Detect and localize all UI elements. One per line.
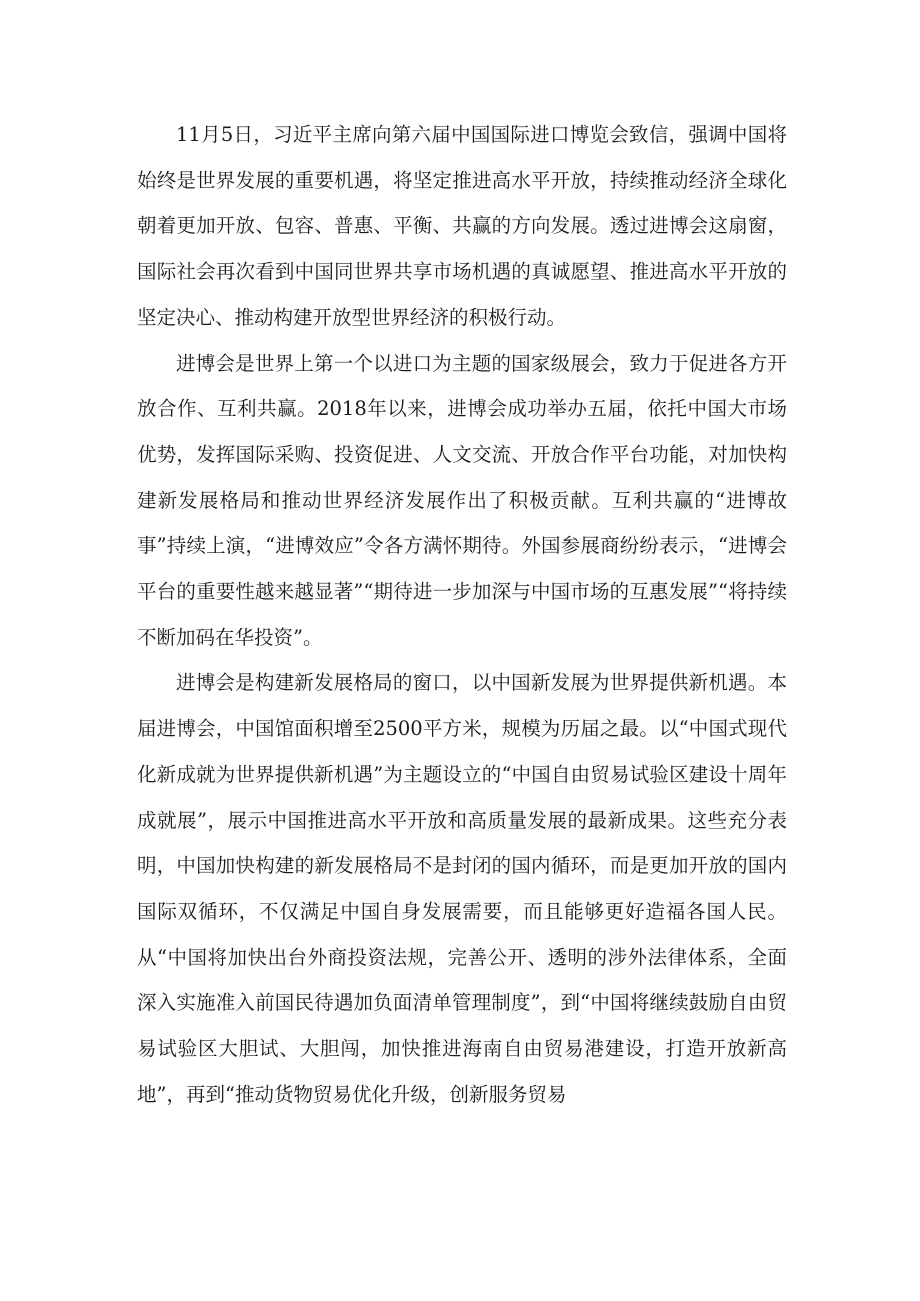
- paragraph-1: 11月5日，习近平主席向第六届中国国际进口博览会致信，强调中国将始终是世界发展的重要机遇，将坚定推进高水平开放，持续推动经济全球化朝着更加开放、包容、普惠、平衡、共赢的方向发展。透过进博会这扇窗，国际社会再次看到中国同世界共享市场机遇的真诚愿望、推进高水平开放的坚定决心、推动构建开放型世界经济的积极行动。: [137, 123, 787, 329]
- article-body: [137, 112, 787, 1117]
- paragraph-2: 进博会是世界上第一个以进口为主题的国家级展会，致力于促进各方开放合作、互利共赢。2018年以来，进博会成功举办五届，依托中国大市场优势，发挥国际采购、投资促进、人文交流、开放合作平台功能，对加快构建新发展格局和推动世界经济发展作出了积极贡献。互利共赢的“进博故事”持续上演，“进博效应”令各方满怀期待。外国参展商纷纷表示，“进博会平台的重要性越来越显著”“期待进一步加深与中国市场的互惠发展”“将持续不断加码在华投资”。: [137, 351, 787, 649]
- paragraph-3: 进博会是构建新发展格局的窗口，以中国新发展为世界提供新机遇。本届进博会，中国馆面积增至2500平方米，规模为历届之最。以“中国式现代化新成就为世界提供新机遇”为主题设立的“中国自由贸易试验区建设十周年成就展”，展示中国推进高水平开放和高质量发展的最新成果。这些充分表明，中国加快构建的新发展格局不是封闭的国内循环，而是更加开放的国内国际双循环，不仅满足中国自身发展需要，而且能够更好造福各国人民。从“中国将加快出台外商投资法规，完善公开、透明的涉外法律体系，全面深入实施准入前国民待遇加负面清单管理制度”，到“中国将继续鼓励自由贸易试验区大胆试、大胆闯，加快推进海南自由贸易港建设，打造开放新高地”，再到“推动货物贸易优化升级，创新服务贸易: [137, 671, 787, 1106]
